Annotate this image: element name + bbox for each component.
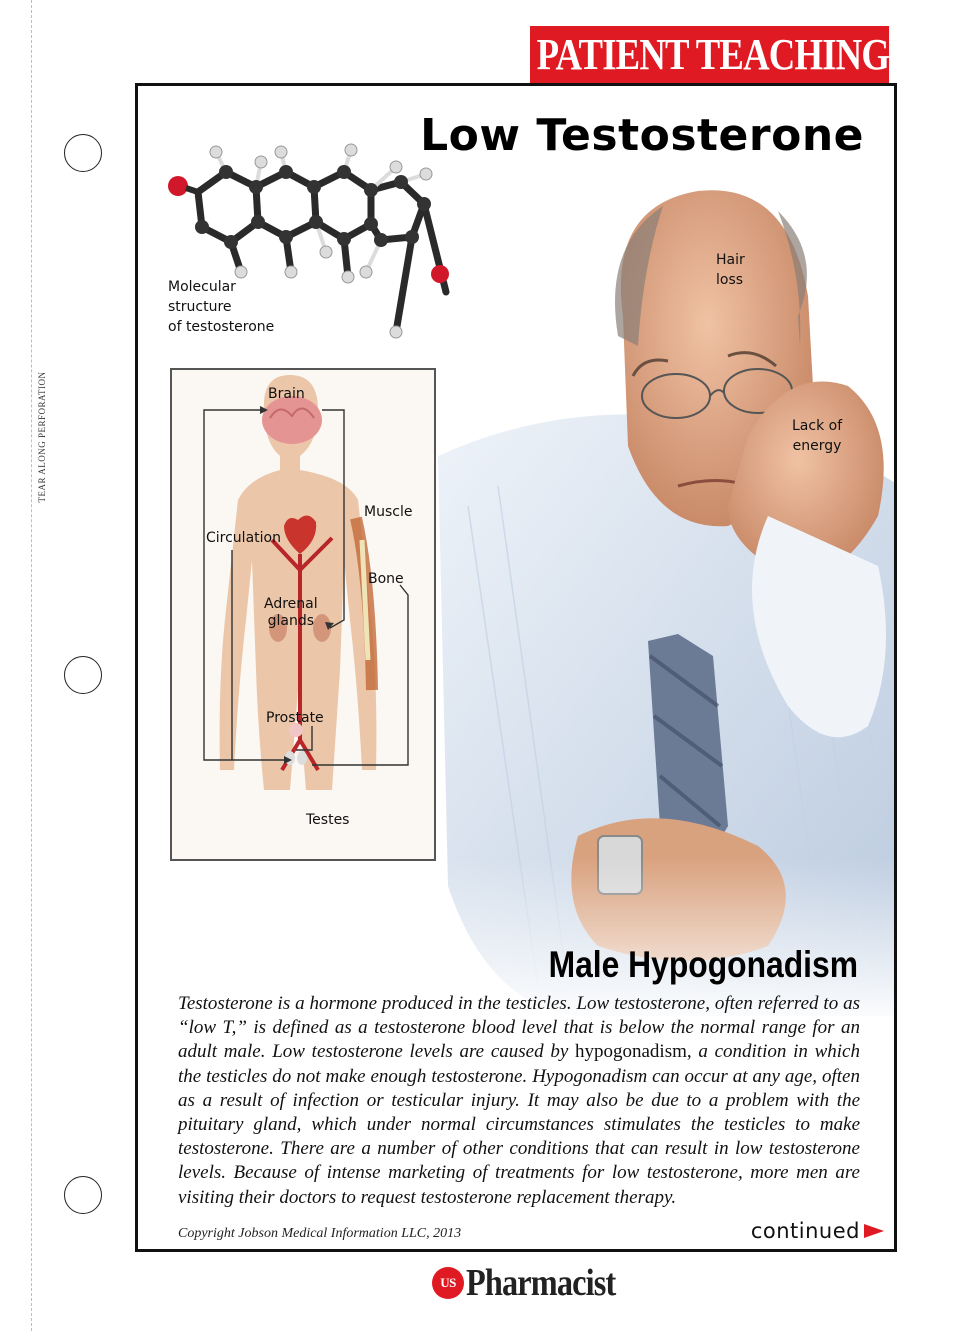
paragraph-intro: Testosterone is a hormone produced in the testicles. Low testosterone, often referred to as “low T,” is defined as a testosterone blood level that is below the normal range for an adult male. Low testosterone levels are caused by: [178, 993, 860, 1063]
testosterone-molecule-model: [156, 142, 456, 382]
section-heading: Male Hypogonadism: [548, 944, 858, 985]
punch-hole-top: [64, 134, 102, 172]
page-title: Low Testosterone: [420, 110, 864, 161]
patient-teaching-aid-banner: PATIENT TEACHING AID: [530, 26, 889, 84]
us-badge-icon: US: [432, 1267, 464, 1299]
copyright-notice: Copyright Jobson Medical Information LLC, 2013: [178, 1226, 462, 1241]
paragraph-rest: a condition in which the testicles do not make enough testosterone. Hypogonadism can occur at any age, often as a result of infection or testicular injury. It may also be due to a problem with the pituitary gland, which under normal circumstances stimulates the testicles to make testosterone. There are a number of other conditions that can result in low testosterone levels. Because of intense marketing of treatments for low testosterone, more men are visiting their doctors to request testosterone replacement therapy.: [178, 1041, 860, 1208]
label-adrenal-glands: Adrenal glands: [264, 596, 318, 629]
punch-hole-bottom: [64, 1176, 102, 1214]
teaching-aid-panel: [135, 83, 897, 1252]
label-testes: Testes: [306, 812, 350, 828]
us-pharmacist-logo: [432, 1258, 642, 1308]
anatomy-diagram: [170, 368, 436, 861]
punch-hole-middle: [64, 656, 102, 694]
label-bone: Bone: [368, 571, 404, 587]
tear-perforation-line: [31, 0, 32, 1331]
callout-molecular-structure: Molecular structure of testosterone: [168, 279, 275, 335]
continued-label: continued: [750, 1219, 860, 1243]
label-muscle: Muscle: [364, 504, 413, 520]
continued-link[interactable]: [751, 1218, 884, 1244]
illustration-tired-man: [428, 186, 897, 1026]
label-brain: Brain: [268, 386, 305, 402]
tear-along-perforation-label: TEAR ALONG PERFORATION: [37, 371, 47, 503]
arrow-right-icon: [864, 1224, 884, 1238]
article-paragraph: [178, 992, 860, 1210]
brand-name: Pharmacist: [466, 1262, 616, 1304]
label-prostate: Prostate: [266, 710, 324, 726]
label-circulation: Circulation: [206, 530, 281, 546]
callout-hair-loss: Hair loss: [716, 252, 745, 288]
paragraph-term-hypogonadism: hypogonadism,: [575, 1041, 692, 1063]
callout-lack-of-energy: Lack of energy: [792, 418, 843, 454]
